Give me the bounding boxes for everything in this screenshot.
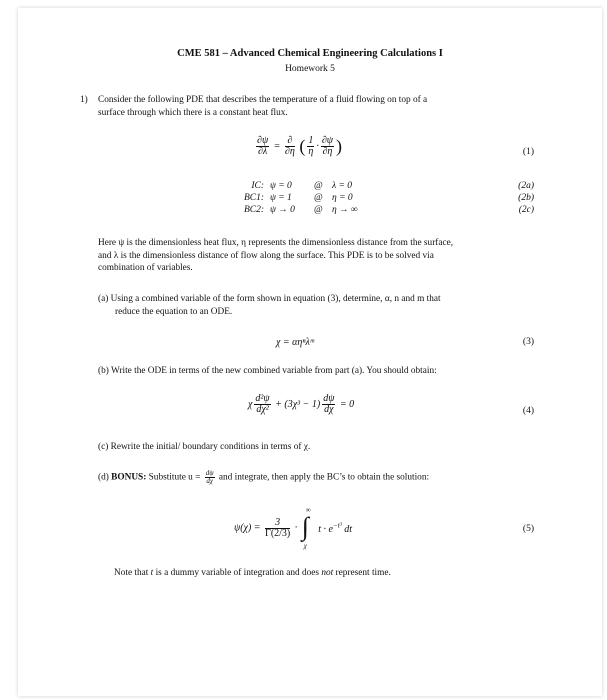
eq1-equals: = — [273, 140, 281, 152]
condition-row: IC: ψ = 0 @ λ = 0 — [251, 181, 353, 191]
integral-upper-limit: ∞ — [305, 506, 311, 514]
integral-lower-limit: χ — [303, 542, 307, 550]
equation-1: $\frac{\partial\psi}{\partial\lambda}$ = $\frac{\partial}{\partial\eta}$ ( $\frac{1}{\eta}$ · $\frac{\partial\psi}{\partial\eta}$ ) — [257, 135, 342, 157]
eq1-dot: · — [316, 140, 319, 152]
eq5-lhs: ψ(χ) = — [234, 522, 261, 534]
desc-line-3: combination of variables. — [98, 263, 193, 273]
part-a-line-2: reduce the equation to an ODE. — [115, 306, 233, 317]
eq5-coefficient: $\frac{3}{\Gamma(2/3)}$ — [265, 516, 291, 539]
document-subtitle: Homework 5 — [285, 64, 335, 74]
eq4-label: (4) — [522, 406, 534, 416]
eq5-label: (5) — [522, 524, 534, 534]
eq5-integrand: $t \cdot e^{-t^3}$ dt — [318, 521, 353, 535]
part-b: (b) Write the ODE in terms of the new combined variable from part (a). You should obtain: — [98, 366, 437, 376]
part-d: (d) BONUS: Substitute u = $\frac{d\psi}{d\chi}$ and integrate, then apply the BC’s to obtain the solution: — [98, 469, 430, 485]
problem-intro — [98, 94, 558, 119]
eq4-rhs: = 0 — [339, 398, 355, 410]
desc-line-1: Here ψ is the dimensionless heat flux, η represents the dimensionless distance from the surface, — [98, 238, 454, 248]
eq4-middle-term: + (3χ³ − 1) — [275, 398, 321, 410]
cond-label-2b: (2b) — [518, 193, 534, 203]
eq1-label: (1) — [522, 147, 534, 157]
desc-line-2: and λ is the dimensionless distance of flow along the surface. This PDE is to be solved via — [98, 250, 434, 261]
eq5-dot: · — [294, 522, 298, 534]
equation-4 — [248, 394, 354, 415]
eq1-inner2-fraction: $\frac{\partial\psi}{\partial\eta}$ — [321, 135, 333, 157]
integral-sign: ∞ ∫ χ — [301, 506, 311, 550]
bonus-label: BONUS: — [111, 472, 147, 483]
cond-label-2a: (2a) — [518, 181, 534, 191]
document-title: CME 581 – Advanced Chemical Engineering Calculations I — [177, 48, 443, 59]
problem-number: 1) — [80, 95, 88, 105]
condition-row: BC2: ψ → 0 @ η → ∞ — [243, 205, 358, 215]
condition-labels — [518, 180, 534, 216]
eq4-chi: χ — [248, 398, 253, 410]
eq1-operator-fraction: $\frac{\partial}{\partial\eta}$ — [284, 135, 295, 157]
part-a-line-1: (a) Using a combined variable of the form shown in equation (3), determine, α, n and m that — [98, 294, 441, 304]
equation-5 — [234, 508, 352, 548]
eq4-second-derivative: $\frac{\text{d²ψ}}{\text{dχ²}}$ — [255, 393, 270, 415]
footnote: Note that t is a dummy variable of integration and does not represent time. — [114, 568, 391, 578]
intro-line-1: Consider the following PDE that describes the temperature of a fluid flowing on top of a — [98, 95, 428, 105]
condition-row: BC1: ψ = 1 @ η = 0 — [243, 193, 353, 203]
conditions-block — [228, 180, 528, 216]
eq1-inner-fraction: $\frac{1}{\eta}$ — [308, 135, 314, 157]
intro-line-2: surface through which there is a constant heat flux. — [98, 107, 288, 118]
eq3-label: (3) — [522, 337, 534, 347]
part-c: (c) Rewrite the initial/ boundary conditions in terms of χ. — [98, 442, 311, 452]
document-page — [18, 8, 602, 696]
cond-label-2c: (2c) — [518, 205, 534, 215]
part-a — [98, 293, 568, 318]
eq1-lhs-fraction: $\frac{\partial\psi}{\partial\lambda}$ — [257, 135, 269, 157]
equation-3: χ = αηⁿλᵐ — [276, 337, 315, 348]
part-d-fraction: $\frac{d\psi}{d\chi}$ — [205, 469, 214, 485]
emphasis-not: not — [321, 568, 334, 578]
variable-description — [98, 237, 568, 275]
eq4-first-derivative: $\frac{d\psi}{d\chi}$ — [323, 393, 335, 415]
